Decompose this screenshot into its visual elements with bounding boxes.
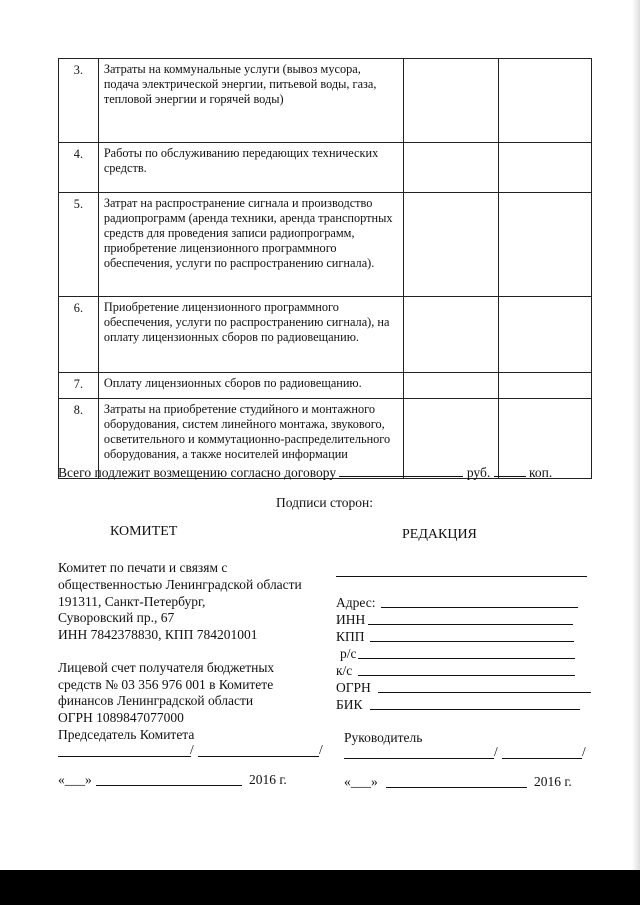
editorial-field-address: Адрес:	[336, 595, 376, 610]
committee-date-line[interactable]	[96, 785, 242, 786]
row-number: 5.	[59, 193, 99, 297]
row-number: 8.	[59, 399, 99, 479]
committee-year: 2016 г.	[249, 772, 287, 787]
row-number: 3.	[59, 59, 99, 143]
editorial-slash-1: /	[494, 744, 498, 759]
committee-line-3: Суворовский пр., 67	[58, 610, 175, 625]
committee-signature-line[interactable]	[58, 756, 191, 757]
committee-account-3: ОГРН 1089847077000	[58, 710, 184, 725]
row-description: Затрат на распространение сигнала и производство радиопрограмм (аренда техники, аренда транспортных средств для проведения записи радиопрограмм, приобретение лицензионного программного обеспечения, услуги по распространению сигнала).	[98, 193, 403, 297]
row-description: Затраты на коммунальные услуги (вывоз мусора, подача электрической энергии, питьевой воды, газа, тепловой энергии и горячей воды)	[98, 59, 403, 143]
table-row	[59, 59, 592, 143]
total-rub-label: руб.	[466, 465, 491, 480]
committee-account-0: Лицевой счет получателя бюджетных	[58, 660, 275, 675]
editorial-name-line[interactable]	[336, 576, 587, 577]
table-row	[59, 373, 592, 399]
committee-slash-2: /	[319, 742, 323, 757]
committee-line-0: Комитет по печати и связям с	[58, 560, 228, 575]
editorial-year: 2016 г.	[534, 774, 572, 789]
editorial-field-inn: ИНН	[336, 612, 366, 627]
row-description: Оплату лицензионных сборов по радиовещанию.	[98, 373, 403, 399]
row-note-cell[interactable]	[498, 143, 591, 193]
total-rub-blank[interactable]	[339, 464, 463, 477]
costs-table	[58, 58, 592, 479]
row-number: 7.	[59, 373, 99, 399]
page-edge	[632, 0, 640, 870]
row-note-cell[interactable]	[498, 297, 591, 373]
editorial-field-ogrn: ОГРН	[336, 680, 371, 695]
editorial-slash-2: /	[582, 744, 586, 759]
editorial-date-line[interactable]	[386, 787, 527, 788]
row-amount-cell[interactable]	[404, 373, 498, 399]
committee-slash-1: /	[190, 742, 194, 757]
editorial-ks-line[interactable]	[358, 675, 575, 676]
row-note-cell[interactable]	[498, 373, 591, 399]
row-description: Работы по обслуживанию передающих технических средств.	[98, 143, 403, 193]
row-description: Затраты на приобретение студийного и монтажного оборудования, систем линейного монтажа, звукового, осветительного и коммутационно-распределительного оборудования, а также носителей информации	[98, 399, 403, 479]
row-number: 6.	[59, 297, 99, 373]
editorial-field-bik: БИК	[336, 697, 363, 712]
row-note-cell[interactable]	[498, 193, 591, 297]
committee-name-line[interactable]	[198, 756, 319, 757]
committee-chairman-label: Председатель Комитета	[58, 727, 195, 742]
row-amount-cell[interactable]	[404, 59, 498, 143]
total-line	[58, 464, 552, 481]
committee-header: КОМИТЕТ	[110, 524, 178, 539]
total-kop-blank[interactable]	[494, 464, 526, 477]
table-row	[59, 297, 592, 373]
editorial-header: РЕДАКЦИЯ	[402, 527, 477, 542]
committee-date-quote: «___»	[58, 772, 92, 787]
row-amount-cell[interactable]	[404, 297, 498, 373]
table-row	[59, 143, 592, 193]
editorial-ogrn-line[interactable]	[378, 692, 591, 693]
editorial-field-kpp: КПП	[336, 629, 365, 644]
signatures-title: Подписи сторон:	[276, 495, 373, 510]
editorial-field-ks: к/с	[336, 663, 353, 678]
row-description: Приобретение лицензионного программного обеспечения, услуги по распространению сигнала), на оплату лицензионных сборов по радиовещанию.	[98, 297, 403, 373]
editorial-date-quote: «___»	[344, 774, 378, 789]
editorial-rs-line[interactable]	[358, 658, 575, 659]
total-label: Всего подлежит возмещению согласно договору	[58, 465, 337, 480]
committee-line-1: общественностью Ленинградской области	[58, 577, 302, 592]
editorial-head-label: Руководитель	[344, 730, 423, 745]
committee-account-1: средств № 03 356 976 001 в Комитете	[58, 677, 274, 692]
editorial-bik-line[interactable]	[370, 709, 580, 710]
committee-line-4: ИНН 7842378830, КПП 784201001	[58, 627, 258, 642]
committee-account-2: финансов Ленинградской области	[58, 693, 254, 708]
editorial-kpp-line[interactable]	[370, 641, 574, 642]
editorial-name-signature-line[interactable]	[502, 758, 582, 759]
editorial-address-line[interactable]	[381, 607, 578, 608]
scan-bottom-bar	[0, 870, 640, 905]
total-kop-label: коп.	[528, 465, 553, 480]
committee-line-2: 191311, Санкт-Петербург,	[58, 594, 206, 609]
row-number: 4.	[59, 143, 99, 193]
row-amount-cell[interactable]	[404, 193, 498, 297]
row-amount-cell[interactable]	[404, 143, 498, 193]
row-note-cell[interactable]	[498, 59, 591, 143]
table-row	[59, 193, 592, 297]
editorial-signature-line[interactable]	[344, 758, 494, 759]
editorial-field-rs: р/с	[340, 646, 357, 661]
editorial-inn-line[interactable]	[368, 624, 573, 625]
